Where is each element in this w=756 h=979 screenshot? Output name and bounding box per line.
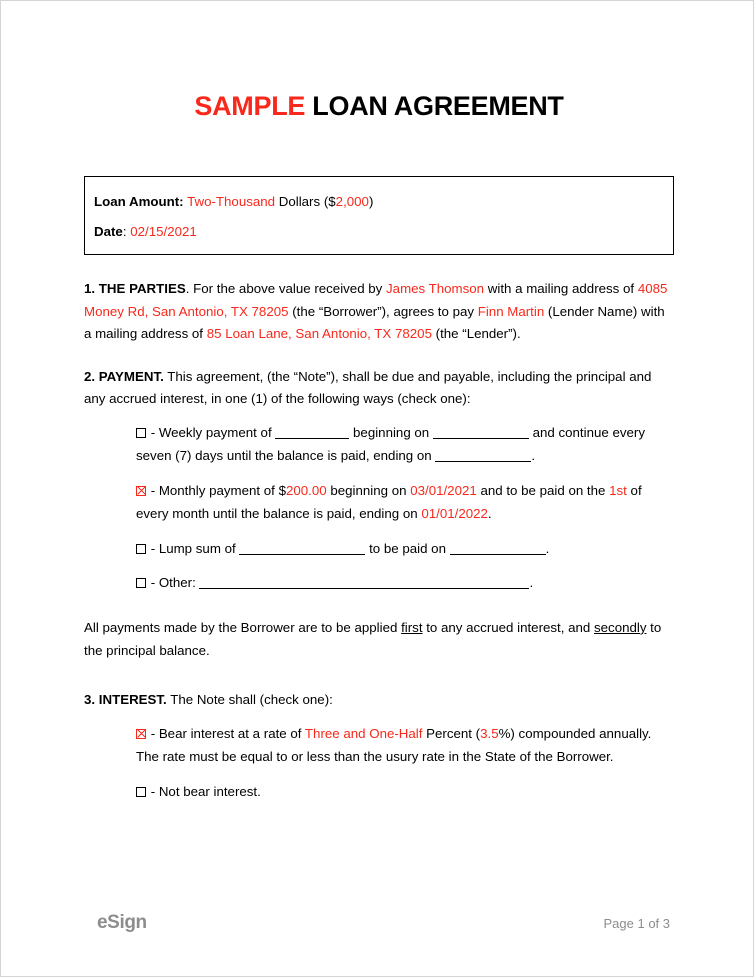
weekly-text-3: and continue every seven (7) days until the balance is paid, ending on: [136, 424, 645, 464]
document-content: [84, 1, 674, 803]
weekly-text-4: .: [531, 448, 536, 464]
lump-text-3: .: [545, 540, 550, 556]
tail-text-3: to the principal balance.: [84, 619, 662, 658]
title-rest: LOAN AGREEMENT: [305, 91, 564, 121]
weekly-text-2: beginning on: [349, 424, 433, 440]
other-text-1: - Other:: [147, 575, 200, 591]
interest-rate-figure: 3.5: [480, 725, 499, 741]
interest-rate-words: Three and One-Half: [304, 725, 423, 741]
payment-option-lump-sum[interactable]: [84, 537, 674, 561]
loan-amount-label: Loan Amount:: [94, 194, 184, 209]
other-detail-blank[interactable]: [199, 588, 529, 589]
section-1-text-3: (the “Borrower”), agrees to pay: [288, 303, 478, 319]
loan-amount-figure: 2,000: [335, 194, 369, 209]
lump-amount-blank[interactable]: [239, 554, 365, 555]
not-bear-text: - Not bear interest.: [147, 783, 261, 799]
section-2-payment: [84, 366, 674, 411]
checkbox-lump-sum[interactable]: [136, 544, 146, 554]
page-footer: [1, 912, 753, 934]
tail-text-1: All payments made by the Borrower are to be applied: [84, 619, 402, 635]
interest-options-list: [84, 722, 674, 804]
tail-underline-secondly: secondly: [594, 619, 647, 635]
date-colon: :: [122, 224, 131, 239]
monthly-amount: 200.00: [285, 482, 327, 498]
lump-text-2: to be paid on: [365, 540, 450, 556]
section-2-heading: 2. PAYMENT.: [84, 368, 164, 384]
lump-date-blank[interactable]: [450, 554, 546, 555]
monthly-start-date: 03/01/2021: [410, 482, 477, 498]
payment-options-list: [84, 421, 674, 595]
page-title: [84, 1, 674, 123]
weekly-start-date-blank[interactable]: [433, 438, 529, 439]
tail-text-2: to any accrued interest, and: [422, 619, 594, 635]
section-1-parties: [84, 278, 674, 346]
payment-option-other[interactable]: [84, 571, 674, 595]
weekly-text-1: - Weekly payment of: [147, 424, 276, 440]
checkbox-bear-interest[interactable]: [136, 729, 146, 739]
checkbox-weekly-payment[interactable]: [136, 428, 146, 438]
bear-text-1: - Bear interest at a rate of: [147, 725, 305, 741]
section-1-text-1: . For the above value received by: [185, 281, 387, 296]
monthly-text-5: .: [487, 506, 492, 522]
bear-text-3: %) compounded annually. The rate must be equal to or less than the usury rate in the State of the Borrower.: [136, 725, 652, 765]
section-3-interest: [84, 689, 674, 712]
weekly-amount-blank[interactable]: [275, 438, 349, 439]
other-text-2: .: [529, 575, 534, 591]
section-1-text-4: (Lender Name) with a mailing address of: [84, 303, 665, 342]
section-3-heading: 3. INTEREST.: [84, 692, 167, 708]
borrower-name: James Thomson: [386, 281, 485, 296]
monthly-text-2: beginning on: [326, 482, 411, 498]
monthly-text-4: of every month until the balance is paid, ending on: [136, 482, 642, 522]
section-1-heading: 1. THE PARTIES: [84, 281, 186, 296]
monthly-text-3: and to be paid on the: [476, 482, 610, 498]
loan-amount-close-paren: ): [368, 194, 374, 209]
lump-text-1: - Lump sum of: [147, 540, 240, 556]
monthly-text-1: - Monthly payment of: [147, 482, 279, 498]
date-line: [94, 224, 664, 240]
payment-option-weekly[interactable]: [84, 421, 674, 468]
section-1-text-5: (the “Lender”).: [431, 326, 521, 342]
bear-text-2: Percent (: [422, 725, 481, 741]
checkbox-other-payment[interactable]: [136, 578, 146, 588]
monthly-end-date: 01/01/2022: [421, 506, 488, 522]
section-1-text-2: with a mailing address of: [484, 281, 638, 296]
lender-name: Finn Martin: [477, 303, 545, 319]
section-3-body: The Note shall (check one):: [166, 692, 333, 708]
borrower-address: 4085 Money Rd, San Antonio, TX 78205: [84, 281, 668, 319]
payment-option-monthly[interactable]: [84, 479, 674, 526]
esign-logo: eSign: [97, 912, 147, 933]
tail-underline-first: first: [401, 619, 423, 635]
loan-amount-currency: $: [328, 194, 336, 209]
date-label: Date: [94, 224, 123, 239]
loan-amount-dollars-word: Dollars (: [275, 194, 329, 209]
interest-option-none[interactable]: [84, 780, 674, 804]
section-2-body: This agreement, (the “Note”), shall be due and payable, including the principal and any accrued interest, in one (1) of the following ways (check one):: [84, 368, 652, 407]
page-number: Page 1 of 3: [603, 916, 670, 931]
monthly-day-of-month: 1st: [609, 482, 627, 498]
title-sample-word: SAMPLE: [194, 91, 306, 121]
checkbox-monthly-payment[interactable]: [136, 486, 146, 496]
monthly-currency: $: [278, 482, 286, 498]
weekly-end-date-blank[interactable]: [435, 461, 531, 462]
loan-amount-box: [84, 176, 674, 255]
loan-amount-words: Two-Thousand: [187, 194, 276, 209]
payment-application-note: [84, 617, 674, 662]
lender-address: 85 Loan Lane, San Antonio, TX 78205: [206, 326, 432, 342]
interest-option-bear[interactable]: [84, 722, 674, 769]
date-value: 02/15/2021: [130, 224, 197, 239]
checkbox-not-bear-interest[interactable]: [136, 787, 146, 797]
loan-amount-line: [94, 194, 664, 210]
